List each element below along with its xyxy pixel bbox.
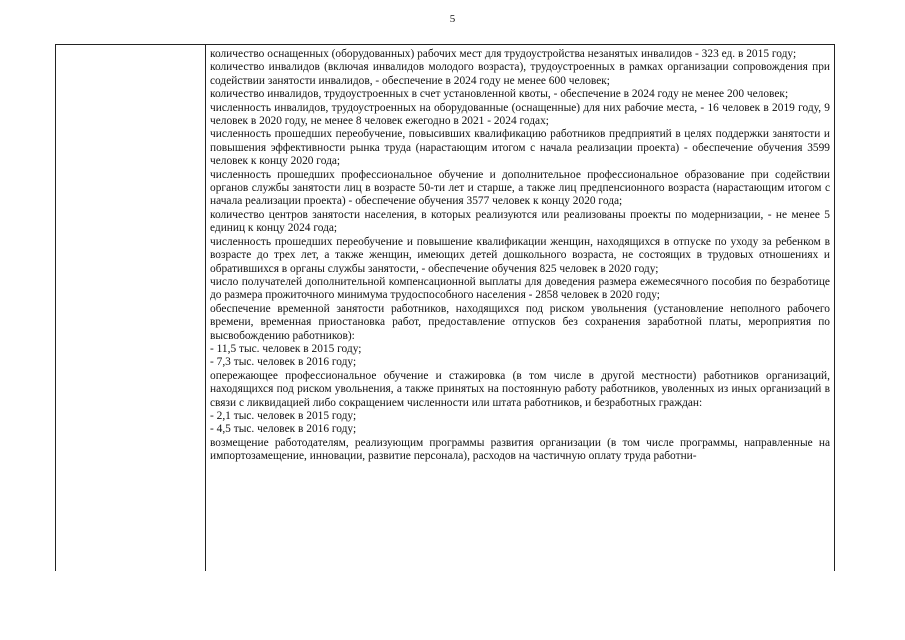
paragraph: количество инвалидов (включая инвалидов молодого возраста), трудоустроенных в рамках организации сопровождения при содействии занятости инвалидов, - обеспечение в 2024 году не менее 600 человек; bbox=[210, 61, 830, 87]
list-item: - 2,1 тыс. человек в 2015 году; bbox=[210, 409, 357, 422]
paragraph: численность прошедших переобучение, повысивших квалификацию работников предприятий в целях поддержки занятости и повышения эффективности рынка труда (нарастающим итогом с начала реализации проекта) - обеспечение обучения 3599 человек к концу 2020 года; bbox=[210, 128, 830, 168]
paragraph: численность прошедших переобучение и повышение квалификации женщин, находящихся в отпуске по уходу за ребенком в возрасте до трех лет, а также женщин, имеющих детей дошкольного возраста, не состоящих в трудовых отношениях и обратившихся в органы службы занятости, - обеспечение обучения 825 человек в 2020 году; bbox=[210, 235, 830, 275]
list-item: - 4,5 тыс. человек в 2016 году; bbox=[210, 423, 357, 436]
paragraph: численность инвалидов, трудоустроенных на оборудованные (оснащенные) для них рабочие места, - 16 человек в 2019 году, 9 человек в 2020 году, не менее 8 человек ежегодно в 2021 - 2024 годах; bbox=[210, 101, 830, 128]
table-right-cell bbox=[206, 45, 834, 571]
paragraph: численность прошедших профессиональное обучение и дополнительное профессиональное образование при содействии органов службы занятости лиц в возрасте 50-ти лет и старше, а также лиц предпенсионного возраста (нарастающим итогом с начала реализации проекта) - обеспечение обучения 3577 человек к концу 2020 года; bbox=[210, 168, 830, 208]
document-table bbox=[55, 44, 835, 571]
paragraph: обеспечение временной занятости работников, находящихся под риском увольнения (установление неполного рабочего времени, временная приостановка работ, предоставление отпусков без сохранения заработной платы, мероприятия по высвобождению работников): bbox=[210, 302, 830, 342]
paragraph: число получателей дополнительной компенсационной выплаты для доведения размера ежемесячного пособия по безработице до размера прожиточного минимума трудоспособного населения - 2858 человек в 2020 году; bbox=[210, 275, 830, 302]
paragraph: опережающее профессиональное обучение и стажировка (в том числе в другой местности) работников организаций, находящихся под риском увольнения, а также принятых на постоянную работу работников, уволенных из иных организаций в связи с ликвидацией либо сокращением численности или штата работников, и безработных граждан: bbox=[210, 369, 830, 409]
list-item: - 7,3 тыс. человек в 2016 году; bbox=[210, 356, 357, 369]
paragraph: количество центров занятости населения, в которых реализуются или реализованы проекты по модернизации, - не менее 5 единиц к концу 2024 года; bbox=[210, 208, 830, 235]
paragraph: количество оснащенных (оборудованных) рабочих мест для трудоустройства незанятых инвалидов - 323 ед. в 2015 году; bbox=[210, 48, 797, 60]
paragraph: возмещение работодателям, реализующим программы развития организации (в том числе программы, направленные на импортозамещение, инновации, развитие персонала), расходов на частичную оплату труда работни- bbox=[210, 436, 830, 463]
page-number: 5 bbox=[449, 13, 456, 25]
table-left-cell bbox=[56, 45, 206, 571]
paragraph: количество инвалидов, трудоустроенных в счет установленной квоты, - обеспечение в 2024 году не менее 200 человек; bbox=[210, 88, 789, 101]
list-item: - 11,5 тыс. человек в 2015 году; bbox=[210, 342, 362, 355]
